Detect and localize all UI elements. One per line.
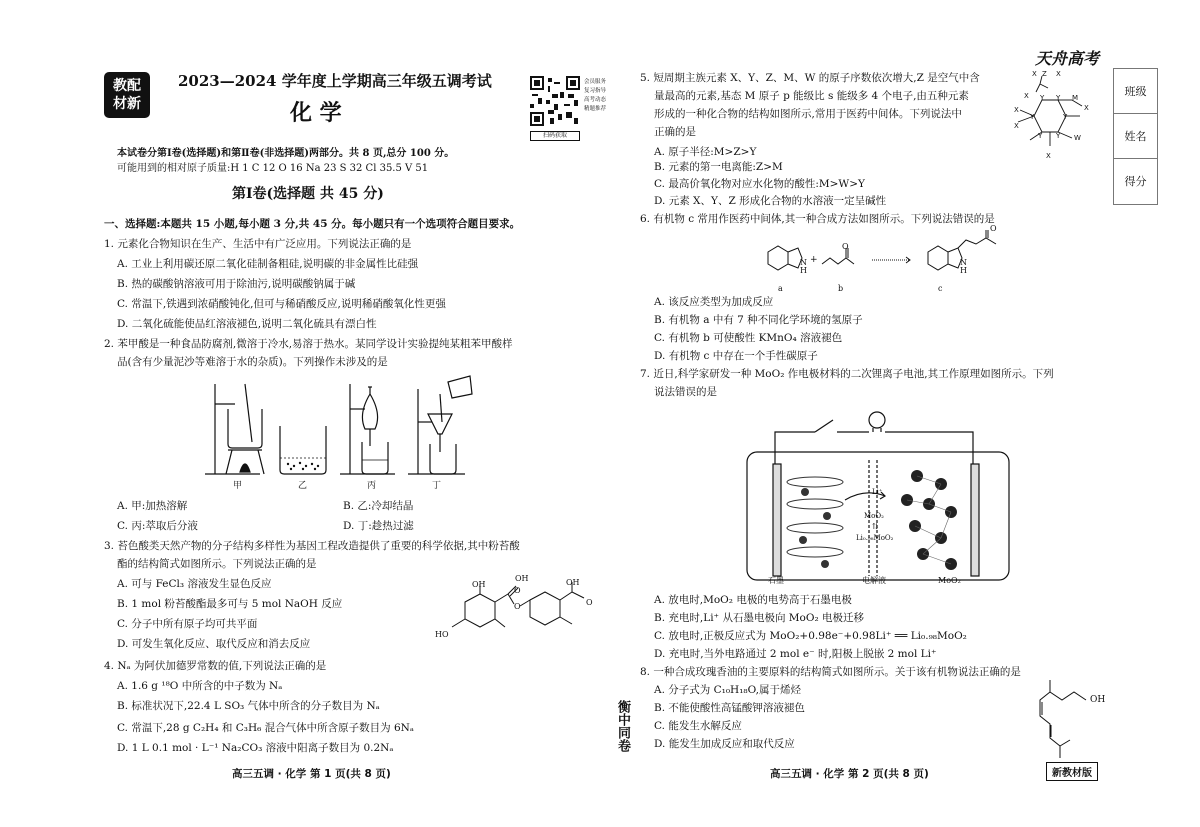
qr-side-2: 复习指导	[584, 88, 607, 94]
section-instructions: 一、选择题:本题共 15 小题,每小题 3 分,共 45 分。每小题只有一个选项符合题目要求。	[104, 218, 521, 230]
qr-side-text	[584, 78, 610, 114]
q2-option-b: B. 乙:冷却结晶	[343, 500, 414, 512]
q6-label-c: c	[938, 284, 943, 293]
subject-title: 化 学	[290, 100, 342, 126]
new-textbook-badge	[104, 72, 150, 118]
q3-label-o-2: O	[514, 602, 521, 611]
q2-label-bing: 丙	[367, 481, 377, 491]
svg-text:W: W	[1074, 134, 1081, 142]
q3-label-o-3: O	[586, 598, 593, 607]
q7-label-electrolyte: 电解液	[862, 576, 886, 585]
qr-side-4: 精题推荐	[584, 106, 607, 112]
q7-label-graphite: 石墨	[768, 576, 784, 585]
q6-option-d: D. 有机物 c 中存在一个手性碳原子	[654, 350, 818, 362]
q2-stem-line-1: 2. 苯甲酸是一种食品防腐剂,微溶于冷水,易溶于热水。某同学设计实验提纯某粗苯甲酸样	[104, 338, 513, 350]
q3-stem-line-2: 酯的结构简式如图所示。下列说法正确的是	[117, 558, 317, 570]
q7-option-b: B. 充电时,Li⁺ 从石墨电极向 MoO₂ 电极迁移	[654, 612, 865, 624]
q3-option-d: D. 可发生氧化反应、取代反应和消去反应	[117, 638, 311, 650]
q2-option-c: C. 丙:萃取后分液	[117, 520, 198, 532]
q8-option-b: B. 不能使酸性高锰酸钾溶液褪色	[654, 702, 805, 714]
qr-side-1: 会员服务	[584, 79, 607, 85]
center-stamp: 衡中同卷	[615, 700, 630, 752]
q7-option-c: C. 放电时,正极反应式为 MoO₂+0.98e⁻+0.98Li⁺ ══ Li₀.₉₈MoO₂	[654, 630, 967, 642]
class-box: 班级	[1114, 69, 1157, 114]
q5-option-d: D. 元素 X、Y、Z 形成化合物的水溶液一定呈碱性	[654, 195, 887, 207]
q3-option-c: C. 分子中所有原子均可共平面	[117, 618, 258, 630]
q2-option-d: D. 丁:趁热过滤	[343, 520, 414, 532]
q1-option-a: A. 工业上利用碳还原二氧化硅制备粗硅,说明碳的非金属性比硅强	[117, 258, 419, 270]
name-box: 姓名	[1114, 114, 1157, 159]
q7-stem-line-2: 说法错误的是	[654, 386, 717, 398]
q3-label-ho: HO	[435, 630, 449, 639]
q7-option-d: D. 充电时,当外电路通过 2 mol e⁻ 时,阳极上脱嵌 2 mol Li⁺	[654, 648, 937, 660]
q6-stem: 6. 有机物 c 常用作医药中间体,其一种合成方法如图所示。下列说法错误的是	[640, 213, 995, 225]
section-title: 第Ⅰ卷(选择题 共 45 分)	[232, 186, 384, 202]
q4-stem: 4. Nₐ 为阿伏加德罗常数的值,下列说法正确的是	[104, 660, 327, 672]
q4-option-d: D. 1 L 0.1 mol · L⁻¹ Na₂CO₃ 溶液中阳离子数目为 0.2Nₐ	[117, 742, 394, 754]
footer-right-page: 高三五调 · 化学 第 2 页(共 8 页)	[770, 768, 929, 780]
score-box: 得分	[1124, 175, 1147, 188]
q5-structure-figure	[1000, 66, 1110, 164]
svg-text:Y: Y	[1030, 113, 1035, 121]
q3-label-oh-3: OH	[566, 578, 580, 587]
q1-option-b: B. 热的碳酸钠溶液可用于除油污,说明碳酸钠属于碱	[117, 278, 356, 290]
q2-stem-line-2: 品(含有少量泥沙等难溶于水的杂质)。下列操作未涉及的是	[117, 356, 388, 368]
q4-option-c: C. 常温下,28 g C₂H₄ 和 C₃H₆ 混合气体中所含原子数目为 6Nₐ	[117, 722, 414, 734]
q4-option-a: A. 1.6 g ¹⁸O 中所含的中子数为 Nₐ	[117, 680, 283, 692]
q5-stem-line-4: 正确的是	[654, 126, 696, 138]
svg-text:X: X	[1056, 70, 1061, 78]
q4-option-b: B. 标准状况下,22.4 L SO₃ 气体中所含的分子数目为 Nₐ	[117, 700, 380, 712]
q8-label-oh: OH	[1090, 695, 1106, 705]
svg-text:Y: Y	[1056, 94, 1061, 102]
q3-option-a: A. 可与 FeCl₃ 溶液发生显色反应	[117, 578, 272, 590]
svg-text:X: X	[1024, 92, 1029, 100]
svg-text:Y: Y	[1038, 132, 1043, 140]
q2-label-ding: 丁	[432, 481, 442, 491]
svg-text:Y: Y	[1056, 132, 1061, 140]
q6-label-h-c: H	[960, 266, 967, 275]
brand-logo: 天舟高考	[1035, 49, 1100, 68]
q3-stem-line-1: 3. 苔色酸类天然产物的分子结构多样性为基因工程改造提供了重要的科学依据,其中粉苔酸	[104, 540, 520, 552]
q6-label-n-c: N	[960, 258, 967, 267]
q1-option-c: C. 常温下,铁遇到浓硝酸钝化,但可与稀硝酸反应,说明稀硝酸氧化性更强	[117, 298, 446, 310]
q6-label-plus: +	[810, 255, 818, 265]
exam-intro: 本试卷分第Ⅰ卷(选择题)和第Ⅱ卷(非选择题)两部分。共 8 页,总分 100 分。	[117, 148, 455, 159]
q8-option-a: A. 分子式为 C₁₀H₁₈O,属于烯烃	[654, 684, 801, 696]
q5-stem-line-2: 量最高的元素,基态 M 原子 p 能级比 s 能级多 4 个电子,由五种元素	[654, 90, 969, 102]
q7-option-a: A. 放电时,MoO₂ 电极的电势高于石墨电极	[654, 594, 852, 606]
q6-reaction-figure	[760, 230, 1020, 290]
q8-stem: 8. 一种合成玫瑰香油的主要原料的结构简式如图所示。关于该有机物说法正确的是	[640, 666, 1021, 678]
q6-label-a: a	[778, 284, 783, 293]
q2-option-a: A. 甲:加热溶解	[117, 500, 188, 512]
q8-structure-figure	[1030, 676, 1110, 760]
badge-line-2: 材新	[113, 96, 141, 112]
q6-label-o-c: O	[990, 224, 997, 233]
edition-badge: 新教材版	[1046, 762, 1098, 781]
q5-stem-line-1: 5. 短周期主族元素 X、Y、Z、M、W 的原子序数依次增大,Z 是空气中含	[640, 72, 980, 84]
q6-label-n-a: N	[800, 258, 807, 267]
q7-stem-line-1: 7. 近日,科学家研发一种 MoO₂ 作电极材料的二次锂离子电池,其工作原理如图所示。下列	[640, 368, 1054, 380]
q7-label-limoo2: Li₀.₉₈MoO₂	[856, 534, 894, 542]
atomic-masses: 可能用到的相对原子质量:H 1 C 12 O 16 Na 23 S 32 Cl 35.5 V 51	[117, 163, 429, 174]
q8-option-c: C. 能发生水解反应	[654, 720, 742, 732]
q1-option-d: D. 二氧化硫能使品红溶液褪色,说明二氧化硫具有漂白性	[117, 318, 377, 330]
q5-stem-line-3: 形成的一种化合物的结构如图所示,常用于医药中间体。下列说法中	[654, 108, 962, 120]
q7-label-arrows: ⇅	[872, 522, 879, 531]
q6-option-b: B. 有机物 a 中有 7 种不同化学环境的氢原子	[654, 314, 863, 326]
svg-text:X: X	[1014, 122, 1019, 130]
q6-label-h-a: H	[800, 266, 807, 275]
q3-label-oh-2: OH	[472, 580, 486, 589]
q3-option-b: B. 1 mol 粉苔酸酯最多可与 5 mol NaOH 反应	[117, 598, 343, 610]
q1-stem: 1. 元素化合物知识在生产、生活中有广泛应用。下列说法正确的是	[104, 238, 412, 250]
q7-label-li: Li⁺	[872, 488, 883, 496]
svg-text:X: X	[1046, 152, 1051, 160]
student-info-boxes	[1113, 68, 1158, 205]
svg-text:X: X	[1032, 70, 1037, 78]
qr-code[interactable]	[530, 76, 580, 139]
q7-label-moo2-mid: MoO₂	[864, 512, 884, 520]
badge-line-1: 教配	[113, 78, 141, 94]
footer-left-page: 高三五调 · 化学 第 1 页(共 8 页)	[232, 768, 391, 780]
svg-text:Y: Y	[1040, 94, 1045, 102]
svg-text:Z: Z	[1042, 70, 1047, 78]
svg-text:M: M	[1072, 94, 1079, 102]
svg-text:X: X	[1084, 104, 1089, 112]
qr-code-graphic	[530, 76, 580, 126]
q2-label-jia: 甲	[233, 481, 243, 491]
q6-label-o-b: O	[842, 242, 849, 251]
svg-text:X: X	[1014, 106, 1019, 114]
q8-option-d: D. 能发生加成反应和取代反应	[654, 738, 795, 750]
q3-label-oh-1: OH	[515, 574, 529, 583]
exam-title: 2023—2024 学年度上学期高三年级五调考试	[178, 72, 492, 90]
qr-side-3: 高考动态	[584, 97, 607, 103]
svg-text:Y: Y	[1063, 113, 1068, 121]
q6-option-c: C. 有机物 b 可使酸性 KMnO₄ 溶液褪色	[654, 332, 843, 344]
qr-label: 扫码获取	[530, 131, 580, 141]
q5-option-c: C. 最高价氧化物对应水化物的酸性:M>W>Y	[654, 178, 865, 190]
q2-apparatus-figure	[200, 374, 490, 494]
q6-label-b: b	[838, 284, 844, 293]
q6-option-a: A. 该反应类型为加成反应	[654, 296, 774, 308]
q5-option-a: A. 原子半径:M>Z>Y	[654, 146, 757, 158]
q7-label-moo2: MoO₂	[938, 576, 961, 585]
q5-option-b: B. 元素的第一电离能:Z>M	[654, 161, 783, 173]
q2-label-yi: 乙	[298, 481, 308, 491]
q3-label-o-1: O	[514, 586, 521, 595]
